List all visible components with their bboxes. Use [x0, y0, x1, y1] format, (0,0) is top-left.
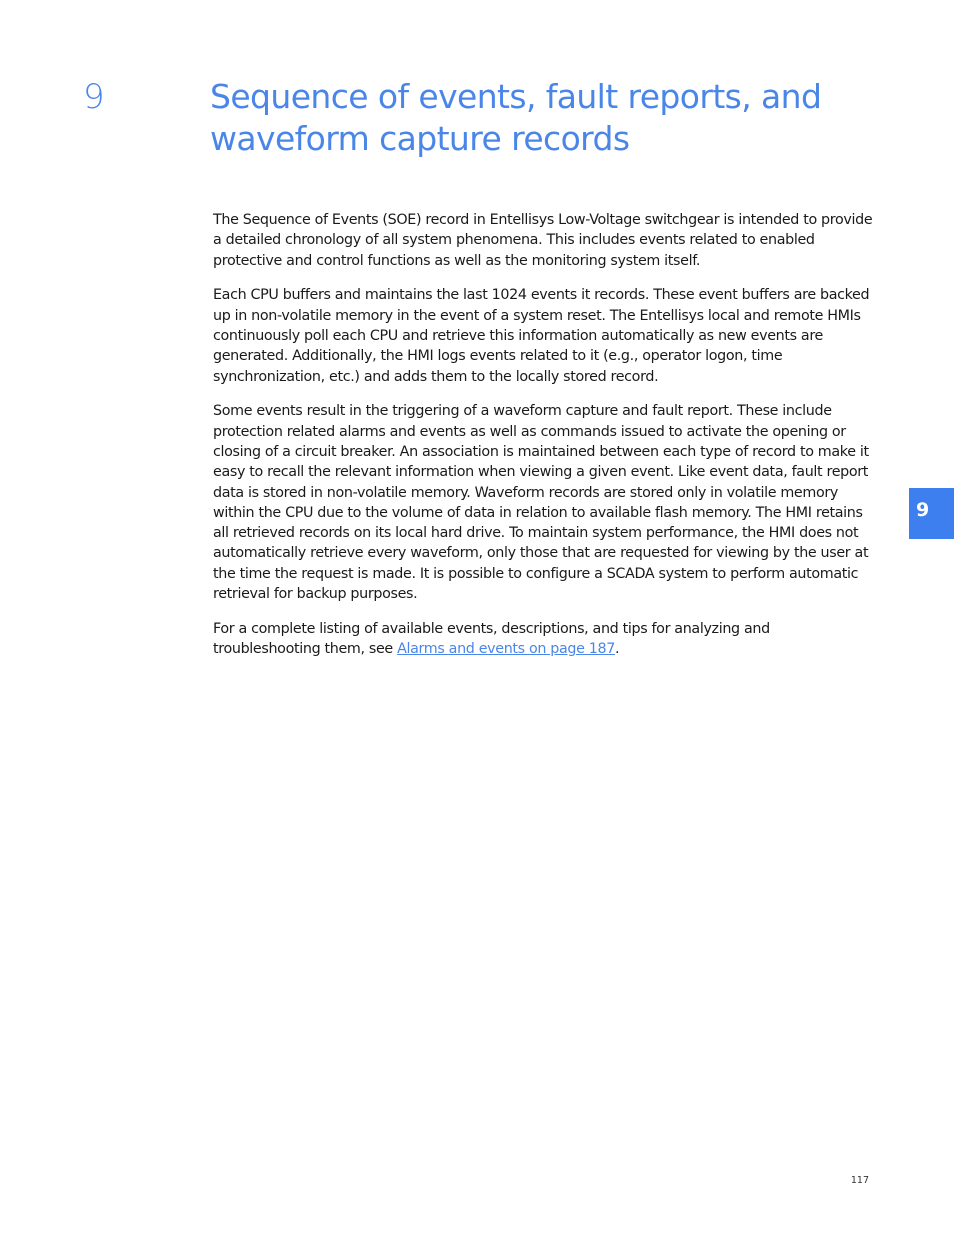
paragraph-waveform-capture: Some events result in the triggering of a waveform capture and fault report. These include protection related alarms and events as well as commands issued to activate the opening or closing of a circuit breaker. An association is maintained between each type of record to make it easy to recall the relevant information when viewing a given event. Like event data, fault report data is stored in non-volatile memory. Waveform records are stored only in volatile memory within the CPU due to the volume of data in relation to available flash memory. The HMI retains all retrieved records on its local hard drive. To maintain system performance, the HMI does not automatically retrieve every waveform, only those that are requested for viewing by the user at the time the request is made. It is possible to configure a SCADA system to perform automatic retrieval for backup purposes.: [213, 403, 869, 603]
alarms-events-link[interactable]: Alarms and events on page 187: [397, 641, 616, 658]
paragraph-soe-intro: The Sequence of Events (SOE) record in Entellisys Low-Voltage switchgear is intended to provide a detailed chronology of all system phenomena. This includes events related to enabled protective and control functions as well as the monitoring system itself.: [213, 212, 873, 269]
chapter-title: Sequence of events, fault reports, and waveform capture records: [210, 77, 822, 158]
paragraph-cpu-buffers: Each CPU buffers and maintains the last 1024 events it records. These event buffers are backed up in non-volatile memory in the event of a system reset. The Entellisys local and remote HMIs continuously poll each CPU and retrieve this information automatically as new events are generated. Additionally, the HMI logs events related to it (e.g., operator logon, time synchronization, etc.) and adds them to the locally stored record.: [213, 287, 870, 385]
chapter-side-tab: 9: [909, 488, 954, 539]
reference-suffix: .: [615, 641, 620, 658]
body-text: [213, 210, 873, 674]
reference-prefix: For a complete listing of available events, descriptions, and tips for analyzing and troubleshooting them, see: [213, 620, 770, 658]
page-number: 117: [850, 1175, 869, 1186]
paragraph-events-reference: [213, 619, 873, 660]
chapter-number: 9: [83, 77, 105, 117]
